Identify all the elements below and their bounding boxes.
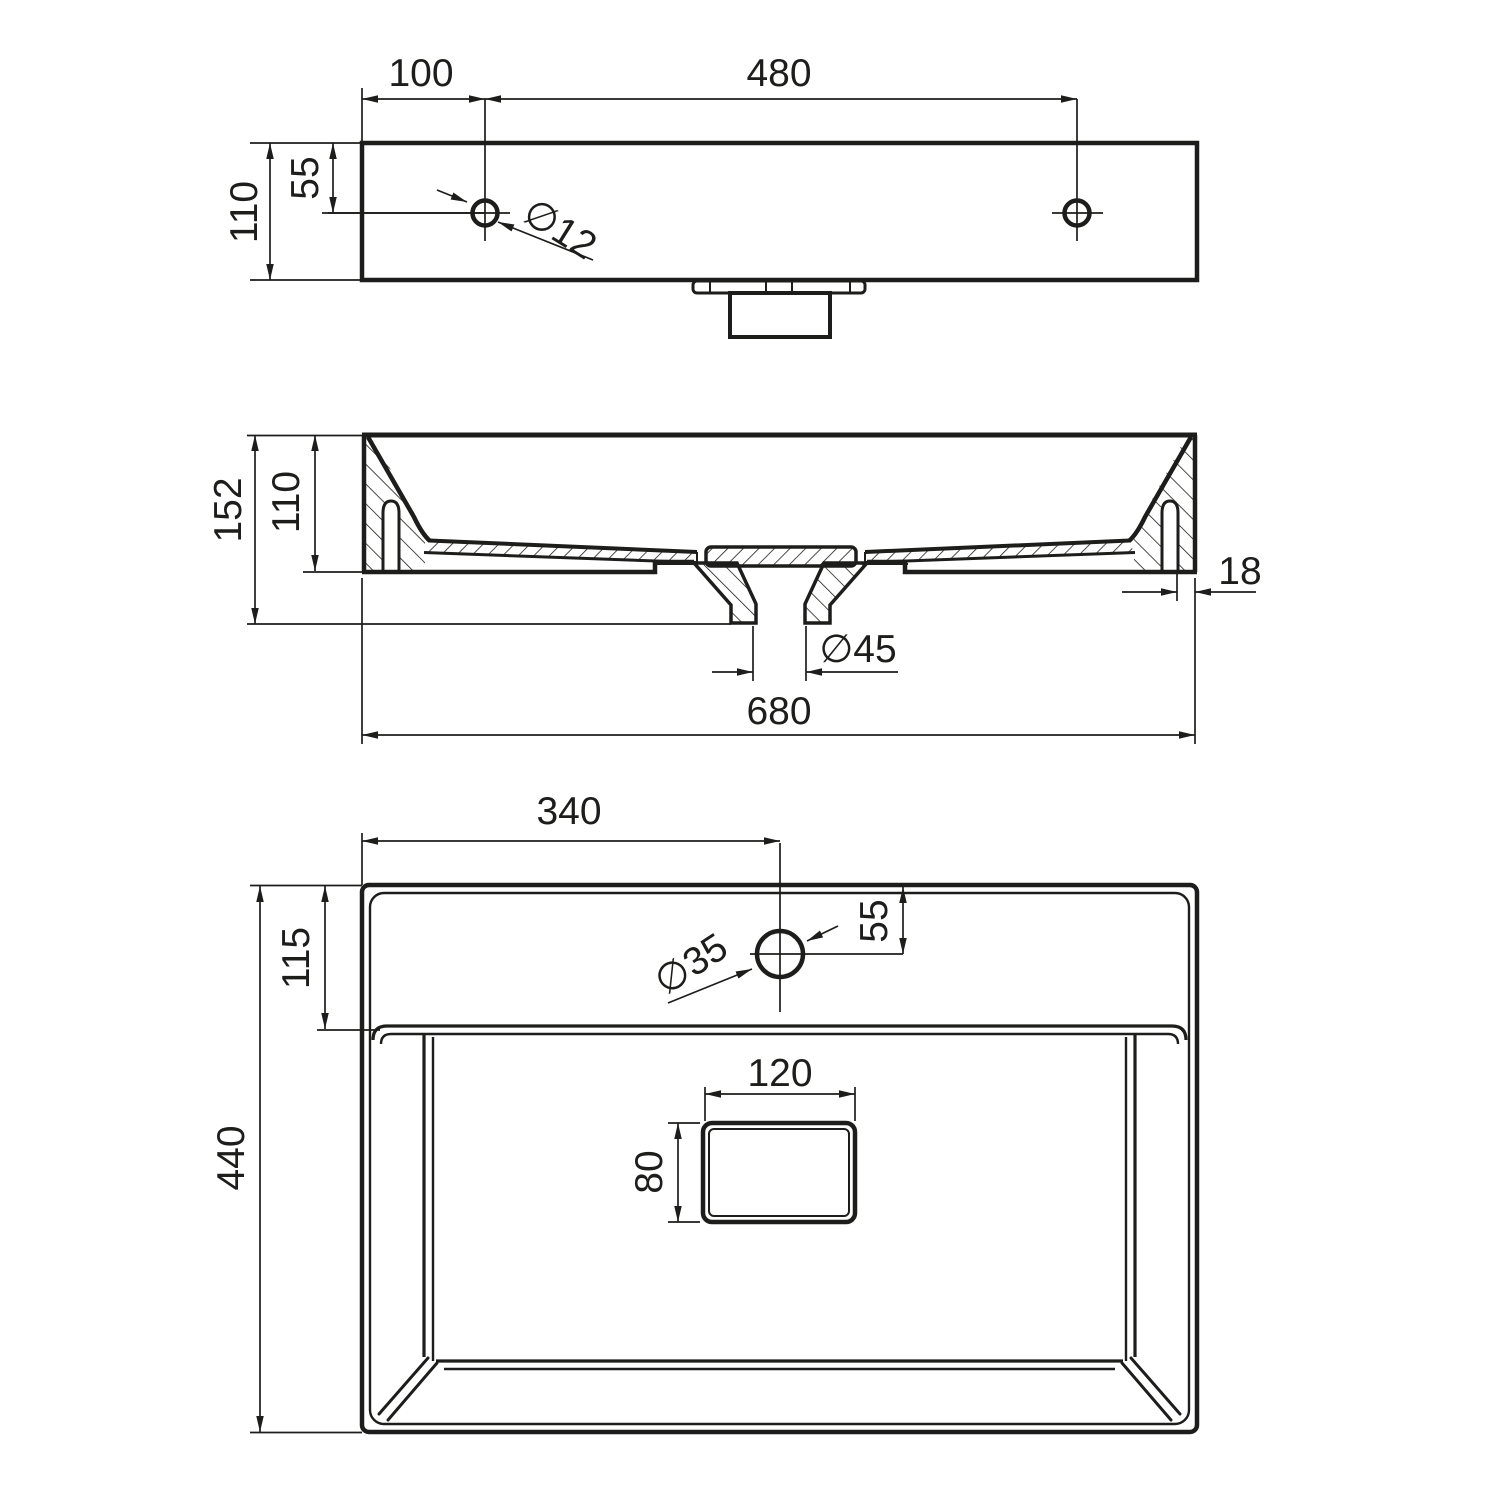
dim-label-152: 152 (207, 477, 250, 543)
top-view (223, 52, 1197, 337)
dim-faucet-from-left (362, 790, 780, 885)
top-view-drain-fitting (693, 281, 865, 337)
dim-label-55-top: 55 (284, 156, 327, 200)
dim-label-dia12: ∅12 (515, 190, 604, 269)
dim-label-120: 120 (747, 1052, 813, 1095)
right-overflow-channel (1162, 501, 1178, 570)
dim-label-440: 440 (210, 1125, 253, 1191)
dim-left-hole-offset (362, 52, 485, 143)
dim-label-55-plan: 55 (853, 899, 896, 943)
top-view-body (362, 143, 1197, 280)
dim-label-dia45: ∅45 (819, 628, 897, 671)
dim-label-80: 80 (628, 1150, 671, 1194)
dim-hole-from-top (284, 143, 485, 213)
dim-drain-depth (628, 1123, 700, 1222)
dim-label-110-top: 110 (223, 180, 266, 244)
dim-drain-width (705, 1052, 855, 1121)
dim-hole-diameter (437, 190, 604, 268)
dim-label-115: 115 (275, 926, 318, 990)
dim-label-480: 480 (746, 52, 812, 95)
dim-label-340: 340 (536, 790, 602, 833)
drain-pipe-right-wall (805, 563, 867, 623)
plan-view (210, 790, 1197, 1433)
dim-faucet-diameter (647, 925, 838, 1003)
left-overflow-channel (383, 501, 399, 570)
drain-pipe-left-wall (694, 563, 756, 623)
dim-label-100: 100 (388, 52, 454, 95)
dim-hole-spacing (485, 52, 1077, 99)
dim-drain-diameter (712, 626, 898, 681)
dim-label-18: 18 (1218, 550, 1262, 593)
dim-overall-width (362, 578, 1195, 744)
drain-opening (703, 1123, 855, 1222)
section-view (207, 435, 1262, 744)
dim-faucet-from-back (853, 887, 903, 954)
deck-ledge-inner (381, 1034, 1178, 1044)
faucet-mounting-holes (328, 99, 1103, 241)
dim-label-dia35: ∅35 (647, 925, 736, 1004)
dim-basin-depth (265, 435, 362, 572)
dim-label-110-section: 110 (265, 470, 308, 534)
dim-label-680: 680 (746, 690, 812, 733)
